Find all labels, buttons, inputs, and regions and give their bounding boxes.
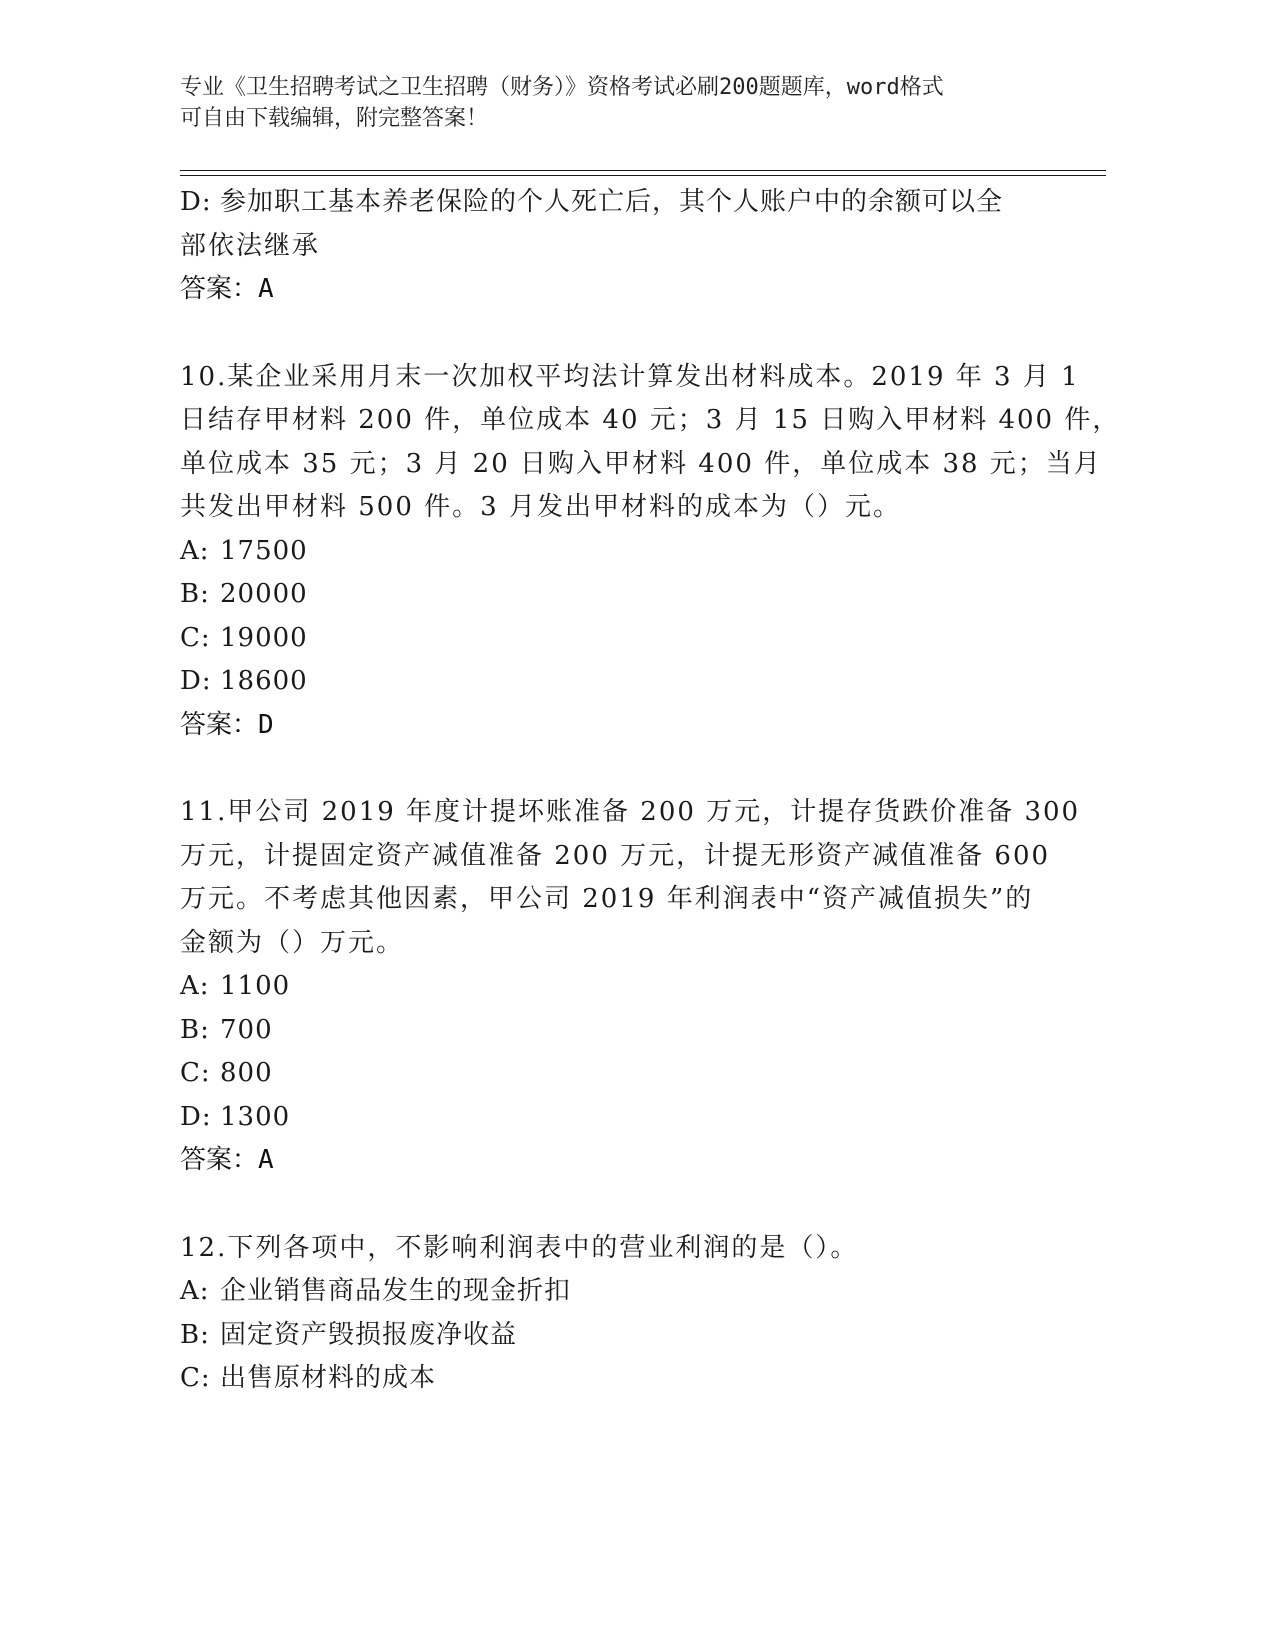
option-letter: B: (180, 1014, 210, 1045)
option-d (180, 660, 1040, 704)
option-letter: D: (180, 187, 212, 217)
answer-line (180, 268, 1040, 312)
question-10 (180, 356, 1121, 748)
option-text: 800 (220, 1058, 273, 1088)
option-letter: C: (180, 1363, 211, 1393)
option-a (180, 530, 1040, 574)
option-letter: A: (180, 971, 210, 1001)
option-a (180, 1270, 1040, 1314)
option-letter: B: (180, 579, 210, 609)
question-text-line: 万元，计提固定资产减值准备 200 万元，计提无形资产减值准备 600 (180, 840, 1051, 871)
question-12 (180, 1227, 1040, 1401)
question-text-line: 12.下列各项中，不影响利润表中的营业利润的是（）。 (180, 1232, 859, 1263)
option-text: 20000 (220, 579, 308, 609)
option-b (180, 1009, 1040, 1053)
question-text-line: 金额为（）万元。 (180, 927, 405, 958)
spacer (180, 747, 1040, 791)
answer-label: 答案： (180, 274, 259, 304)
header-line-1: 专业《卫生招聘考试之卫生招聘（财务）》资格考试必刷200题题库，word格式 (180, 75, 944, 100)
option-letter: D: (180, 666, 212, 696)
option-c (180, 617, 1040, 661)
option-letter: A: (180, 535, 210, 566)
option-text: 固定资产毁损报废净收益 (220, 1319, 518, 1350)
question-text-line: 10.某企业采用月末一次加权平均法计算发出材料成本。2019 年 3 月 1 (180, 361, 1080, 392)
option-b (180, 573, 1040, 617)
answer-value: A (258, 1145, 274, 1175)
question-text-line: 日结存甲材料 200 件，单位成本 40 元；3 月 15 日购入甲材料 400 件， (180, 405, 1121, 435)
answer-value: A (258, 274, 274, 304)
answer-line (180, 704, 1040, 748)
spacer (180, 1183, 1040, 1227)
question-text-line: 单位成本 35 元；3 月 20 日购入甲材料 400 件，单位成本 38 元；当月 (180, 448, 1102, 479)
option-letter: A: (180, 1276, 210, 1306)
header-rule-top (180, 170, 1106, 171)
option-c (180, 1052, 1040, 1096)
option-a (180, 965, 1040, 1009)
option-d-continuation: 部依法继承 (180, 230, 321, 261)
option-text: 参加职工基本养老保险的个人死亡后，其个人账户中的余额可以全 (220, 187, 1004, 217)
spacer (180, 312, 1040, 356)
question-11 (180, 791, 1081, 1183)
option-text: 1300 (220, 1101, 291, 1132)
option-d (180, 181, 1040, 225)
header-line-2: 可自由下载编辑，附完整答案！ (180, 106, 489, 131)
option-text: 企业销售商品发生的现金折扣 (220, 1276, 572, 1306)
option-text: 17500 (220, 535, 308, 566)
answer-label: 答案： (180, 1145, 259, 1175)
answer-value: D (258, 709, 274, 740)
option-text: 18600 (220, 666, 308, 696)
option-text: 出售原材料的成本 (220, 1363, 437, 1393)
question-9-tail (180, 181, 1040, 312)
option-b (180, 1314, 1040, 1358)
option-letter: C: (180, 622, 211, 653)
option-c (180, 1357, 1040, 1401)
question-text-line: 11.甲公司 2019 年度计提坏账准备 200 万元，计提存货跌价准备 300 (180, 797, 1081, 827)
answer-label: 答案： (180, 709, 259, 740)
document-body (180, 181, 1121, 1401)
answer-line (180, 1139, 1040, 1183)
document-header (180, 72, 1040, 134)
option-letter: D: (180, 1101, 212, 1132)
option-d (180, 1096, 1040, 1140)
question-text-line: 万元。不考虑其他因素，甲公司 2019 年利润表中“资产减值损失”的 (180, 884, 1034, 914)
option-text: 19000 (220, 622, 308, 653)
option-letter: B: (180, 1319, 210, 1350)
option-letter: C: (180, 1058, 211, 1088)
question-text-line: 共发出甲材料 500 件。3 月发出甲材料的成本为（）元。 (180, 492, 901, 522)
header-rule-bottom (180, 175, 1106, 176)
option-text: 700 (220, 1014, 273, 1045)
option-text: 1100 (220, 971, 291, 1001)
